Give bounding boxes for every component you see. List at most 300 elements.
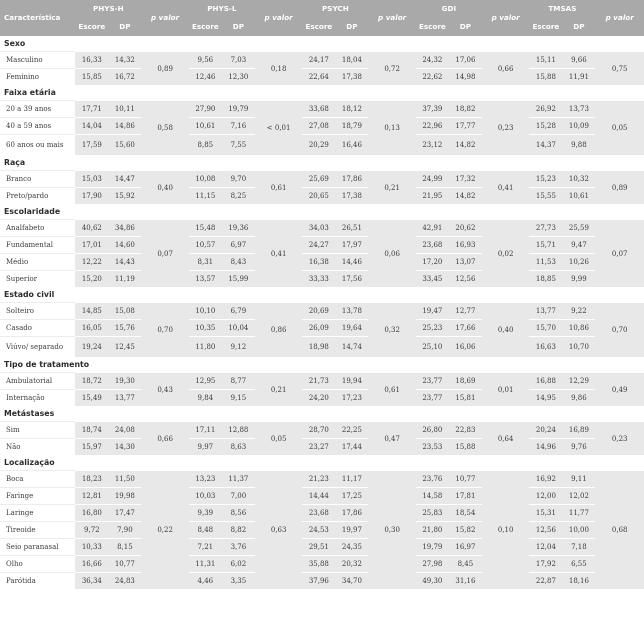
dp-cell: 9,47 [562, 237, 595, 254]
dp-cell: 15,81 [449, 390, 482, 407]
p-value-cell: 0,13 [368, 101, 415, 156]
score-cell: 40,62 [75, 220, 108, 237]
dp-cell: 19,97 [335, 522, 368, 539]
score-cell: 15,48 [189, 220, 222, 237]
dp-cell: 17,81 [449, 488, 482, 505]
header-dp: DP [562, 18, 595, 36]
dp-cell: 19,79 [222, 101, 255, 118]
row-label: Superior [0, 271, 75, 288]
score-cell: 12,00 [529, 488, 562, 505]
p-value-cell: < 0,01 [255, 101, 302, 156]
header-score: Escore [416, 18, 449, 36]
dp-cell: 18,54 [449, 505, 482, 522]
dp-cell: 12,29 [562, 373, 595, 390]
score-cell: 24,27 [302, 237, 335, 254]
dp-cell: 15,88 [449, 439, 482, 456]
p-value-cell: 0,40 [482, 303, 529, 358]
dp-cell: 10,11 [108, 101, 141, 118]
row-label: Feminino [0, 69, 75, 86]
dp-cell: 11,77 [562, 505, 595, 522]
score-cell: 37,39 [416, 101, 449, 118]
score-cell: 15,20 [75, 271, 108, 288]
score-cell: 24,99 [416, 171, 449, 188]
score-cell: 33,45 [416, 271, 449, 288]
score-cell: 12,22 [75, 254, 108, 271]
section-title: Sexo [0, 36, 644, 52]
dp-cell: 10,04 [222, 320, 255, 337]
header-group-gdi: GDI [416, 0, 482, 18]
section-title: Escolaridade [0, 204, 644, 220]
dp-cell: 7,00 [222, 488, 255, 505]
score-cell: 8,48 [189, 522, 222, 539]
header-p-value: p valor [595, 0, 644, 36]
dp-cell: 20,62 [449, 220, 482, 237]
score-cell: 13,23 [189, 471, 222, 488]
p-value-cell: 0,63 [255, 471, 302, 590]
score-cell: 33,33 [302, 271, 335, 288]
dp-cell: 24,08 [108, 422, 141, 439]
dp-cell: 19,30 [108, 373, 141, 390]
score-cell: 27,98 [416, 556, 449, 573]
score-cell: 10,03 [189, 488, 222, 505]
score-cell: 10,10 [189, 303, 222, 320]
dp-cell: 8,45 [449, 556, 482, 573]
score-cell: 11,15 [189, 188, 222, 205]
score-cell: 11,53 [529, 254, 562, 271]
table-row [0, 390, 644, 407]
row-label: Boca [0, 471, 75, 488]
score-cell: 22,87 [529, 573, 562, 590]
dp-cell: 8,63 [222, 439, 255, 456]
p-value-cell: 0,61 [255, 171, 302, 205]
row-label: Laringe [0, 505, 75, 522]
dp-cell: 12,45 [108, 337, 141, 358]
dp-cell: 9,12 [222, 337, 255, 358]
score-cell: 18,74 [75, 422, 108, 439]
p-value-cell: 0,05 [255, 422, 302, 456]
dp-cell: 12,88 [222, 422, 255, 439]
score-cell: 17,59 [75, 135, 108, 156]
dp-cell: 14,98 [449, 69, 482, 86]
table-row [0, 422, 644, 439]
dp-cell: 8,43 [222, 254, 255, 271]
score-cell: 9,72 [75, 522, 108, 539]
score-cell: 15,23 [529, 171, 562, 188]
p-value-cell: 0,64 [482, 422, 529, 456]
score-cell: 25,69 [302, 171, 335, 188]
dp-cell: 17,38 [335, 188, 368, 205]
p-value-cell: 0,68 [595, 471, 644, 590]
row-label: Masculino [0, 52, 75, 69]
score-cell: 14,96 [529, 439, 562, 456]
header-row-subcolumns [0, 18, 644, 36]
row-label: Preto/pardo [0, 188, 75, 205]
score-cell: 15,70 [529, 320, 562, 337]
table-row [0, 539, 644, 556]
table-row [0, 439, 644, 456]
score-cell: 14,37 [529, 135, 562, 156]
score-cell: 11,31 [189, 556, 222, 573]
header-p-value: p valor [141, 0, 188, 36]
row-label: Ambulatorial [0, 373, 75, 390]
score-cell: 27,90 [189, 101, 222, 118]
score-cell: 36,34 [75, 573, 108, 590]
dp-cell: 17,56 [335, 271, 368, 288]
table-row [0, 188, 644, 205]
score-cell: 9,39 [189, 505, 222, 522]
dp-cell: 16,93 [449, 237, 482, 254]
p-value-cell: 0,01 [482, 373, 529, 407]
p-value-cell: 0,72 [368, 52, 415, 86]
score-cell: 17,92 [529, 556, 562, 573]
dp-cell: 6,97 [222, 237, 255, 254]
header-characteristic: Característica [0, 0, 75, 36]
row-label: Tireoide [0, 522, 75, 539]
dp-cell: 19,94 [335, 373, 368, 390]
score-cell: 25,83 [416, 505, 449, 522]
dp-cell: 17,47 [108, 505, 141, 522]
dp-cell: 18,16 [562, 573, 595, 590]
p-value-cell: 0,89 [595, 171, 644, 205]
p-value-cell: 0,47 [368, 422, 415, 456]
dp-cell: 7,18 [562, 539, 595, 556]
dp-cell: 18,79 [335, 118, 368, 135]
dp-cell: 18,04 [335, 52, 368, 69]
header-score: Escore [529, 18, 562, 36]
score-cell: 20,29 [302, 135, 335, 156]
dp-cell: 9,99 [562, 271, 595, 288]
section-title: Tipo de tratamento [0, 357, 644, 373]
table-row [0, 303, 644, 320]
section-title: Raça [0, 155, 644, 171]
p-value-cell: 0,61 [368, 373, 415, 407]
row-label: 20 a 39 anos [0, 101, 75, 118]
p-value-cell: 0,66 [141, 422, 188, 456]
dp-cell: 13,77 [108, 390, 141, 407]
dp-cell: 14,82 [449, 135, 482, 156]
dp-cell: 17,44 [335, 439, 368, 456]
dp-cell: 17,77 [449, 118, 482, 135]
score-cell: 10,08 [189, 171, 222, 188]
score-cell: 20,65 [302, 188, 335, 205]
score-cell: 17,71 [75, 101, 108, 118]
row-label: Solteiro [0, 303, 75, 320]
dp-cell: 18,12 [335, 101, 368, 118]
dp-cell: 16,72 [108, 69, 141, 86]
score-cell: 17,90 [75, 188, 108, 205]
table-body [0, 36, 644, 589]
score-cell: 33,68 [302, 101, 335, 118]
section-header-row [0, 406, 644, 422]
p-value-cell: 0,70 [595, 303, 644, 358]
score-cell: 8,31 [189, 254, 222, 271]
header-score: Escore [75, 18, 108, 36]
dp-cell: 8,15 [108, 539, 141, 556]
score-cell: 16,92 [529, 471, 562, 488]
header-group-psych: PSYCH [302, 0, 368, 18]
score-cell: 20,24 [529, 422, 562, 439]
dp-cell: 15,99 [222, 271, 255, 288]
table-row [0, 556, 644, 573]
score-cell: 19,79 [416, 539, 449, 556]
dp-cell: 9,66 [562, 52, 595, 69]
dp-cell: 19,64 [335, 320, 368, 337]
score-cell: 15,55 [529, 188, 562, 205]
p-value-cell: 0,18 [255, 52, 302, 86]
dp-cell: 11,19 [108, 271, 141, 288]
row-label: Branco [0, 171, 75, 188]
score-cell: 21,23 [302, 471, 335, 488]
p-value-cell: 0,58 [141, 101, 188, 156]
score-cell: 16,88 [529, 373, 562, 390]
dp-cell: 10,70 [562, 337, 595, 358]
section-title: Estado civil [0, 287, 644, 303]
score-cell: 24,20 [302, 390, 335, 407]
score-cell: 15,28 [529, 118, 562, 135]
score-cell: 15,31 [529, 505, 562, 522]
score-cell: 17,01 [75, 237, 108, 254]
dp-cell: 31,16 [449, 573, 482, 590]
section-header-row [0, 36, 644, 52]
dp-cell: 8,77 [222, 373, 255, 390]
score-cell: 10,35 [189, 320, 222, 337]
score-cell: 14,44 [302, 488, 335, 505]
dp-cell: 14,74 [335, 337, 368, 358]
header-score: Escore [302, 18, 335, 36]
score-cell: 12,04 [529, 539, 562, 556]
dp-cell: 9,76 [562, 439, 595, 456]
dp-cell: 11,91 [562, 69, 595, 86]
row-label: 40 a 59 anos [0, 118, 75, 135]
score-cell: 37,96 [302, 573, 335, 590]
score-cell: 26,09 [302, 320, 335, 337]
table-row [0, 237, 644, 254]
dp-cell: 20,32 [335, 556, 368, 573]
dp-cell: 13,73 [562, 101, 595, 118]
score-cell: 17,20 [416, 254, 449, 271]
dp-cell: 11,50 [108, 471, 141, 488]
p-value-cell: 0,02 [482, 220, 529, 288]
dp-cell: 10,09 [562, 118, 595, 135]
row-label: Viúvo/ separado [0, 337, 75, 358]
dp-cell: 18,82 [449, 101, 482, 118]
dp-cell: 10,26 [562, 254, 595, 271]
dp-cell: 14,46 [335, 254, 368, 271]
p-value-cell: 0,41 [482, 171, 529, 205]
p-value-cell: 0,43 [141, 373, 188, 407]
p-value-cell: 0,66 [482, 52, 529, 86]
dp-cell: 7,03 [222, 52, 255, 69]
table-row [0, 573, 644, 590]
dp-cell: 14,47 [108, 171, 141, 188]
score-cell: 16,80 [75, 505, 108, 522]
section-title: Metástases [0, 406, 644, 422]
dp-cell: 15,60 [108, 135, 141, 156]
section-header-row [0, 204, 644, 220]
dp-cell: 16,06 [449, 337, 482, 358]
header-group-tmsas: TMSAS [529, 0, 595, 18]
score-cell: 23,68 [416, 237, 449, 254]
score-cell: 18,98 [302, 337, 335, 358]
header-p-value: p valor [482, 0, 529, 36]
score-cell: 22,96 [416, 118, 449, 135]
score-cell: 26,92 [529, 101, 562, 118]
table-row [0, 337, 644, 358]
score-cell: 34,03 [302, 220, 335, 237]
score-cell: 14,58 [416, 488, 449, 505]
header-p-value: p valor [255, 0, 302, 36]
p-value-cell: 0,49 [595, 373, 644, 407]
score-cell: 21,95 [416, 188, 449, 205]
score-cell: 15,71 [529, 237, 562, 254]
score-cell: 14,04 [75, 118, 108, 135]
dp-cell: 11,17 [335, 471, 368, 488]
dp-cell: 3,35 [222, 573, 255, 590]
dp-cell: 22,25 [335, 422, 368, 439]
row-label: Fundamental [0, 237, 75, 254]
score-cell: 19,24 [75, 337, 108, 358]
section-title: Localização [0, 455, 644, 471]
dp-cell: 15,76 [108, 320, 141, 337]
table-row [0, 488, 644, 505]
dp-cell: 8,82 [222, 522, 255, 539]
score-cell: 42,91 [416, 220, 449, 237]
score-cell: 10,61 [189, 118, 222, 135]
score-cell: 23,53 [416, 439, 449, 456]
dp-cell: 18,69 [449, 373, 482, 390]
section-header-row [0, 155, 644, 171]
p-value-cell: 0,05 [595, 101, 644, 156]
score-cell: 12,46 [189, 69, 222, 86]
dp-cell: 17,38 [335, 69, 368, 86]
dp-cell: 17,86 [335, 505, 368, 522]
dp-cell: 13,78 [335, 303, 368, 320]
dp-cell: 34,70 [335, 573, 368, 590]
header-group-phys-h: PHYS-H [75, 0, 141, 18]
dp-cell: 9,15 [222, 390, 255, 407]
row-label: Parótida [0, 573, 75, 590]
dp-cell: 12,02 [562, 488, 595, 505]
dp-cell: 14,30 [108, 439, 141, 456]
dp-cell: 17,32 [449, 171, 482, 188]
header-dp: DP [335, 18, 368, 36]
dp-cell: 22,83 [449, 422, 482, 439]
score-cell: 4,46 [189, 573, 222, 590]
score-cell: 14,85 [75, 303, 108, 320]
dp-cell: 9,22 [562, 303, 595, 320]
score-cell: 25,10 [416, 337, 449, 358]
score-cell: 22,62 [416, 69, 449, 86]
p-value-cell: 0,10 [482, 471, 529, 590]
table-row [0, 135, 644, 156]
score-cell: 24,17 [302, 52, 335, 69]
score-cell: 28,70 [302, 422, 335, 439]
dp-cell: 12,56 [449, 271, 482, 288]
score-cell: 27,73 [529, 220, 562, 237]
table-row [0, 69, 644, 86]
p-value-cell: 0,23 [482, 101, 529, 156]
score-cell: 35,88 [302, 556, 335, 573]
score-cell: 21,73 [302, 373, 335, 390]
p-value-cell: 0,32 [368, 303, 415, 358]
p-value-cell: 0,22 [141, 471, 188, 590]
dp-cell: 17,06 [449, 52, 482, 69]
dp-cell: 15,82 [449, 522, 482, 539]
row-label: Médio [0, 254, 75, 271]
table-row [0, 254, 644, 271]
dp-cell: 10,32 [562, 171, 595, 188]
row-label: Faringe [0, 488, 75, 505]
row-label: Não [0, 439, 75, 456]
p-value-cell: 0,40 [141, 171, 188, 205]
table-row [0, 320, 644, 337]
dp-cell: 14,60 [108, 237, 141, 254]
section-header-row [0, 85, 644, 101]
row-label: 60 anos ou mais [0, 135, 75, 156]
score-cell: 24,32 [416, 52, 449, 69]
dp-cell: 12,77 [449, 303, 482, 320]
dp-cell: 11,37 [222, 471, 255, 488]
score-cell: 23,77 [416, 390, 449, 407]
p-value-cell: 0,21 [368, 171, 415, 205]
score-cell: 12,56 [529, 522, 562, 539]
header-dp: DP [449, 18, 482, 36]
p-value-cell: 0,86 [255, 303, 302, 358]
row-label: Seio paranasal [0, 539, 75, 556]
score-cell: 23,76 [416, 471, 449, 488]
row-label: Analfabeto [0, 220, 75, 237]
header-score: Escore [189, 18, 222, 36]
dp-cell: 9,70 [222, 171, 255, 188]
section-header-row [0, 455, 644, 471]
dp-cell: 9,11 [562, 471, 595, 488]
section-header-row [0, 287, 644, 303]
header-p-value: p valor [368, 0, 415, 36]
dp-cell: 6,79 [222, 303, 255, 320]
dp-cell: 12,30 [222, 69, 255, 86]
score-cell: 22,64 [302, 69, 335, 86]
dp-cell: 17,97 [335, 237, 368, 254]
p-value-cell: 0,70 [141, 303, 188, 358]
dp-cell: 9,86 [562, 390, 595, 407]
dp-cell: 7,16 [222, 118, 255, 135]
score-cell: 18,23 [75, 471, 108, 488]
section-header-row [0, 357, 644, 373]
row-label: Internação [0, 390, 75, 407]
score-cell: 29,51 [302, 539, 335, 556]
dp-cell: 9,88 [562, 135, 595, 156]
dp-cell: 15,92 [108, 188, 141, 205]
score-cell: 9,84 [189, 390, 222, 407]
score-cell: 16,38 [302, 254, 335, 271]
score-cell: 16,66 [75, 556, 108, 573]
dp-cell: 15,08 [108, 303, 141, 320]
score-cell: 9,56 [189, 52, 222, 69]
score-cell: 16,05 [75, 320, 108, 337]
dp-cell: 17,25 [335, 488, 368, 505]
score-cell: 12,81 [75, 488, 108, 505]
dp-cell: 25,59 [562, 220, 595, 237]
score-cell: 7,21 [189, 539, 222, 556]
table-row [0, 52, 644, 69]
p-value-cell: 0,75 [595, 52, 644, 86]
table-row [0, 373, 644, 390]
p-value-cell: 0,41 [255, 220, 302, 288]
score-cell: 15,85 [75, 69, 108, 86]
dp-cell: 6,55 [562, 556, 595, 573]
score-cell: 14,95 [529, 390, 562, 407]
table-row [0, 118, 644, 135]
